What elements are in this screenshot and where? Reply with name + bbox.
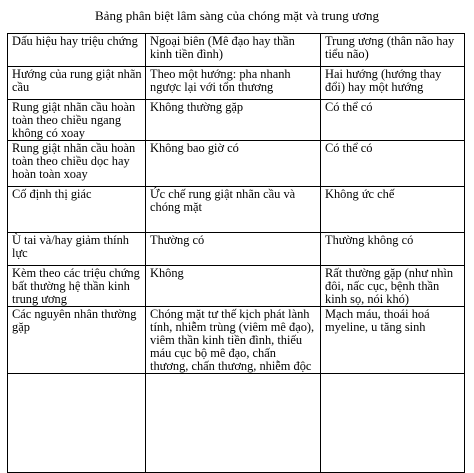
table-cell [8, 100, 146, 141]
table-cell [146, 67, 321, 100]
table-cell [8, 233, 146, 266]
header-label: Trung ương (thân não hay tiểu não) [325, 34, 455, 61]
table-row [8, 307, 465, 374]
cell-text: Cố định thị giác [12, 187, 92, 201]
header-cell-central [321, 34, 465, 67]
table-cell [146, 266, 321, 307]
cell-text: Chóng mặt tư thế kịch phát lành tính, nhiễm trùng (viêm mê đạo), viêm thần kinh tiền đình, thiếu máu cục bộ mê đạo, chấn thương, chấn thương, nhiễm độc [150, 307, 315, 373]
table-cell [321, 266, 465, 307]
cell-text: Có thể có [325, 141, 373, 155]
table-cell [146, 307, 321, 374]
table-cell [321, 67, 465, 100]
cell-text: Không thường gặp [150, 100, 244, 114]
table-row [8, 233, 465, 266]
cell-text: Không [150, 266, 184, 280]
cell-text: Hướng của rung giật nhãn cầu [12, 67, 142, 94]
cell-text: Thường không có [325, 233, 414, 247]
cell-text: Hai hướng (hướng thay đổi) hay một hướng [325, 67, 442, 94]
cell-text: Thường có [150, 233, 205, 247]
cell-text: Rất thường gặp (như nhìn đôi, nấc cục, bệnh thần kinh sọ, nói khó) [325, 266, 454, 306]
table-cell [8, 141, 146, 187]
table-row [8, 100, 465, 141]
table-cell [146, 374, 321, 473]
cell-text: Ù tai và/hay giảm thính lực [12, 233, 129, 260]
table-cell [8, 67, 146, 100]
table-cell [321, 374, 465, 473]
cell-text: Kèm theo các triệu chứng bất thường hệ thần kinh trung ương [12, 266, 140, 306]
cell-text: Các nguyên nhân thường gặp [12, 307, 137, 334]
cell-text: Theo một hướng: pha nhanh ngược lại với tổn thương [150, 67, 291, 94]
cell-text: Có thể có [325, 100, 373, 114]
table-cell [8, 307, 146, 374]
table-row [8, 67, 465, 100]
cell-text: Không ức chế [325, 187, 395, 201]
differential-diagnosis-table [7, 33, 465, 473]
table-cell [8, 374, 146, 473]
page-title: Bảng phân biệt lâm sàng của chóng mặt và trung ương [95, 8, 379, 23]
table-cell [146, 100, 321, 141]
cell-text: Mạch máu, thoái hoá myeline, u tăng sinh [325, 307, 430, 334]
table-cell [321, 141, 465, 187]
cell-text: Không bao giờ có [150, 141, 239, 155]
header-label: Dấu hiệu hay triệu chứng [12, 34, 138, 48]
table-cell [146, 141, 321, 187]
header-cell-peripheral [146, 34, 321, 67]
table-row [8, 141, 465, 187]
table-row [8, 266, 465, 307]
header-label: Ngoại biên (Mê đạo hay thần kinh tiền đình) [150, 34, 295, 61]
table-cell [321, 233, 465, 266]
table-cell [321, 100, 465, 141]
table-cell [146, 233, 321, 266]
table-row [8, 187, 465, 233]
table-header-row [8, 34, 465, 67]
cell-text: Rung giật nhãn cầu hoàn toàn theo chiều ngang không có xoay [12, 100, 136, 140]
table-cell [321, 187, 465, 233]
table-cell [8, 266, 146, 307]
table-cell [146, 187, 321, 233]
header-cell-sign [8, 34, 146, 67]
table-row [8, 374, 465, 473]
cell-text: Rung giật nhãn cầu hoàn toàn theo chiều dọc hay hoàn toàn xoay [12, 141, 136, 181]
table-cell [321, 307, 465, 374]
table-cell [8, 187, 146, 233]
cell-text: Ức chế rung giật nhãn cầu và chóng mặt [150, 187, 296, 214]
